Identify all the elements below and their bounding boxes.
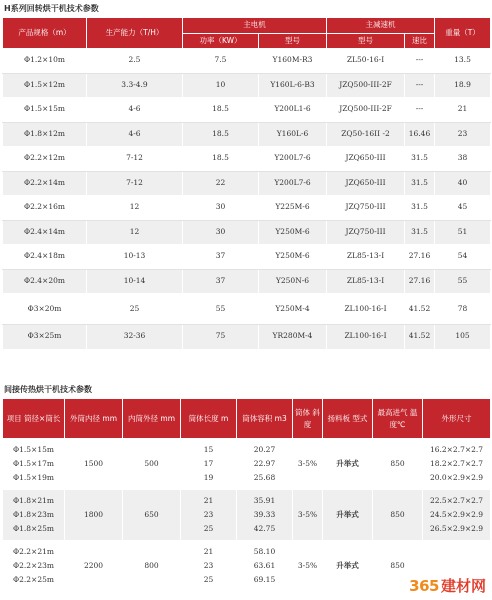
cell-line: 18.2×2.7×2.7	[429, 458, 484, 468]
table-row	[3, 196, 491, 221]
cell-slope: 3-5%	[293, 490, 323, 541]
cell-motor-model: Y250M-6	[259, 245, 327, 270]
cell-weight: 23	[435, 122, 491, 147]
cell-capacity: 25	[87, 294, 183, 325]
header-col-5: 筒体 斜度	[293, 399, 323, 439]
cell-line: Φ1.8×25m	[12, 524, 54, 534]
cell-length	[181, 541, 237, 592]
h-series-dryer-table	[2, 17, 491, 350]
cell-capacity: 12	[87, 196, 183, 221]
header-ratio: 速比	[405, 34, 435, 49]
cell-spec: Φ1.5×15m	[3, 98, 87, 123]
cell-lifter: 升举式	[323, 490, 373, 541]
cell-line: 15	[203, 444, 214, 454]
table-row	[3, 325, 491, 350]
header-capacity: 生产能力（T/H）	[87, 18, 183, 49]
cell-line: Φ1.5×19m	[12, 473, 54, 483]
cell-line: 16.2×2.7×2.7	[429, 444, 484, 454]
cell-dims	[423, 490, 491, 541]
cell-line: Φ2.2×23m	[12, 560, 54, 570]
cell-temp: 850	[373, 490, 423, 541]
cell-spec	[3, 490, 65, 541]
cell-spec: Φ1.8×12m	[3, 122, 87, 147]
indirect-dryer-table	[2, 398, 491, 592]
header-col-8: 外形尺寸	[423, 399, 491, 439]
cell-line: 20.27	[253, 444, 276, 454]
header-col-2: 内筒外径 mm	[123, 399, 181, 439]
cell-line: Φ1.8×21m	[12, 495, 54, 505]
cell-outer: 2200	[65, 541, 123, 592]
cell-power: 18.5	[183, 122, 259, 147]
cell-power: 10	[183, 73, 259, 98]
cell-reducer-model: ZL100-16-I	[327, 325, 405, 350]
table-row	[3, 98, 491, 123]
cell-volume	[237, 541, 293, 592]
cell-line	[423, 559, 490, 573]
table-row	[3, 73, 491, 98]
header-reducer-model: 型号	[327, 34, 405, 49]
cell-ratio: 27.16	[405, 245, 435, 270]
cell-line: Φ1.5×15m	[12, 444, 54, 454]
cell-line: 42.75	[253, 524, 276, 534]
cell-outer: 1800	[65, 490, 123, 541]
cell-power: 30	[183, 196, 259, 221]
cell-capacity: 4-6	[87, 98, 183, 123]
cell-line: 21	[203, 495, 214, 505]
cell-spec: Φ2.4×14m	[3, 220, 87, 245]
cell-capacity: 32-36	[87, 325, 183, 350]
cell-line: 25.68	[253, 473, 276, 483]
header-col-0: 项目 筒径×筒长	[3, 399, 65, 439]
cell-power: 22	[183, 171, 259, 196]
watermark-number: 365	[409, 576, 439, 595]
cell-ratio: 31.5	[405, 147, 435, 172]
cell-spec	[3, 541, 65, 592]
cell-capacity: 2.5	[87, 49, 183, 74]
table-row	[3, 122, 491, 147]
cell-line: 22.97	[253, 458, 276, 468]
header-col-1: 外筒内径 mm	[65, 399, 123, 439]
cell-capacity: 4-6	[87, 122, 183, 147]
header-col-6: 扬料板 型式	[323, 399, 373, 439]
cell-spec: Φ1.2×10m	[3, 49, 87, 74]
cell-reducer-model: JZQ500-III-2F	[327, 73, 405, 98]
header-weight: 重量（T）	[435, 18, 491, 49]
cell-spec: Φ2.4×20m	[3, 269, 87, 294]
cell-line: Φ1.8×23m	[12, 509, 54, 519]
cell-motor-model: YR280M-4	[259, 325, 327, 350]
cell-power: 37	[183, 245, 259, 270]
cell-lifter: 升举式	[323, 439, 373, 490]
cell-spec: Φ1.5×12m	[3, 73, 87, 98]
header-power: 功率（KW）	[183, 34, 259, 49]
header-col-4: 筒体容积 m3	[237, 399, 293, 439]
cell-motor-model: Y200L7-6	[259, 171, 327, 196]
cell-weight: 45	[435, 196, 491, 221]
cell-inner: 650	[123, 490, 181, 541]
cell-inner: 500	[123, 439, 181, 490]
cell-motor-model: Y200L7-6	[259, 147, 327, 172]
cell-spec	[3, 439, 65, 490]
cell-reducer-model: JZQ750-III	[327, 220, 405, 245]
page-title: H系列回转烘干机技术参数	[4, 4, 99, 13]
section-title: 间接传热烘干机技术参数	[4, 385, 92, 394]
cell-line: 69.15	[253, 575, 276, 585]
header-col-3: 筒体长度 m	[181, 399, 237, 439]
cell-line: 17	[203, 458, 214, 468]
cell-weight: 18.9	[435, 73, 491, 98]
cell-capacity: 7-12	[87, 147, 183, 172]
cell-temp: 850	[373, 541, 423, 592]
cell-weight: 55	[435, 269, 491, 294]
cell-ratio: 41.52	[405, 294, 435, 325]
table-row	[3, 294, 491, 325]
cell-ratio: 41.52	[405, 325, 435, 350]
cell-ratio: 31.5	[405, 196, 435, 221]
cell-spec: Φ2.4×18m	[3, 245, 87, 270]
cell-line	[423, 545, 490, 559]
cell-motor-model: Y250M-6	[259, 220, 327, 245]
cell-line: 24.5×2.9×2.9	[429, 509, 484, 519]
cell-inner: 800	[123, 541, 181, 592]
cell-volume	[237, 439, 293, 490]
cell-line: 58.10	[253, 546, 276, 556]
header-col-7: 最高进气 温度℃	[373, 399, 423, 439]
watermark-logo	[409, 575, 486, 596]
cell-capacity: 12	[87, 220, 183, 245]
cell-outer: 1500	[65, 439, 123, 490]
header-main-motor: 主电机	[183, 18, 327, 34]
cell-line: 23	[203, 560, 214, 570]
cell-line: Φ2.2×21m	[12, 546, 54, 556]
header-main-reducer: 主减速机	[327, 18, 435, 34]
cell-motor-model: Y160M-R3	[259, 49, 327, 74]
cell-power: 30	[183, 220, 259, 245]
cell-line: 25	[203, 524, 214, 534]
cell-power: 75	[183, 325, 259, 350]
cell-slope: 3-5%	[293, 541, 323, 592]
cell-weight: 54	[435, 245, 491, 270]
cell-volume	[237, 490, 293, 541]
cell-weight: 13.5	[435, 49, 491, 74]
cell-line: 21	[203, 546, 214, 556]
cell-motor-model: Y250M-4	[259, 294, 327, 325]
cell-power: 37	[183, 269, 259, 294]
cell-reducer-model: JZQ750-III	[327, 196, 405, 221]
table-row	[3, 147, 491, 172]
cell-ratio: ---	[405, 49, 435, 74]
cell-ratio: ---	[405, 98, 435, 123]
table-row	[3, 49, 491, 74]
cell-dims	[423, 439, 491, 490]
cell-motor-model: Y225M-6	[259, 196, 327, 221]
cell-power: 18.5	[183, 98, 259, 123]
table-row	[3, 245, 491, 270]
cell-reducer-model: JZQ650-III	[327, 171, 405, 196]
header-spec: 产品规格（m）	[3, 18, 87, 49]
header-motor-model: 型号	[259, 34, 327, 49]
cell-spec: Φ2.2×16m	[3, 196, 87, 221]
cell-line: 63.61	[253, 560, 276, 570]
cell-lifter: 升举式	[323, 541, 373, 592]
table-row	[3, 220, 491, 245]
cell-reducer-model: ZL85-13-I	[327, 245, 405, 270]
cell-line: 22.5×2.7×2.7	[429, 495, 484, 505]
cell-motor-model: Y160L-6	[259, 122, 327, 147]
cell-spec: Φ3×20m	[3, 294, 87, 325]
cell-capacity: 3.3-4.9	[87, 73, 183, 98]
cell-motor-model: Y200L1-6	[259, 98, 327, 123]
cell-weight: 40	[435, 171, 491, 196]
cell-ratio: 31.5	[405, 171, 435, 196]
cell-slope: 3-5%	[293, 439, 323, 490]
cell-power: 7.5	[183, 49, 259, 74]
cell-weight: 21	[435, 98, 491, 123]
cell-reducer-model: ZL100-16-I	[327, 294, 405, 325]
cell-line: Φ1.5×17m	[12, 458, 54, 468]
cell-spec: Φ2.2×14m	[3, 171, 87, 196]
cell-reducer-model: JZQ500-III-2F	[327, 98, 405, 123]
cell-ratio: 16.46	[405, 122, 435, 147]
cell-weight: 105	[435, 325, 491, 350]
table-row	[3, 439, 491, 490]
cell-motor-model: Y160L-6-B3	[259, 73, 327, 98]
cell-length	[181, 490, 237, 541]
cell-reducer-model: ZL50-16-I	[327, 49, 405, 74]
cell-capacity: 10-13	[87, 245, 183, 270]
cell-temp: 850	[373, 439, 423, 490]
cell-capacity: 7-12	[87, 171, 183, 196]
cell-line: Φ2.2×25m	[12, 575, 54, 585]
cell-line: 35.91	[253, 495, 276, 505]
table-row	[3, 269, 491, 294]
cell-line: 26.5×2.9×2.9	[429, 524, 484, 534]
cell-power: 18.5	[183, 147, 259, 172]
cell-motor-model: Y250N-6	[259, 269, 327, 294]
cell-reducer-model: ZL85-13-I	[327, 269, 405, 294]
cell-line: 25	[203, 575, 214, 585]
cell-line: 19	[203, 473, 214, 483]
cell-spec: Φ2.2×12m	[3, 147, 87, 172]
cell-ratio: 31.5	[405, 220, 435, 245]
cell-ratio: ---	[405, 73, 435, 98]
cell-line: 39.33	[253, 509, 276, 519]
watermark-text: 建材网	[440, 577, 486, 595]
cell-line: 20.0×2.9×2.9	[429, 473, 484, 483]
cell-line: 23	[203, 509, 214, 519]
cell-spec: Φ3×25m	[3, 325, 87, 350]
cell-reducer-model: ZQ50-16II -2	[327, 122, 405, 147]
cell-weight: 51	[435, 220, 491, 245]
cell-length	[181, 439, 237, 490]
cell-ratio: 27.16	[405, 269, 435, 294]
cell-weight: 38	[435, 147, 491, 172]
cell-power: 55	[183, 294, 259, 325]
cell-weight: 78	[435, 294, 491, 325]
cell-capacity: 10-14	[87, 269, 183, 294]
table-row	[3, 171, 491, 196]
cell-reducer-model: JZQ650-III	[327, 147, 405, 172]
table-row	[3, 490, 491, 541]
